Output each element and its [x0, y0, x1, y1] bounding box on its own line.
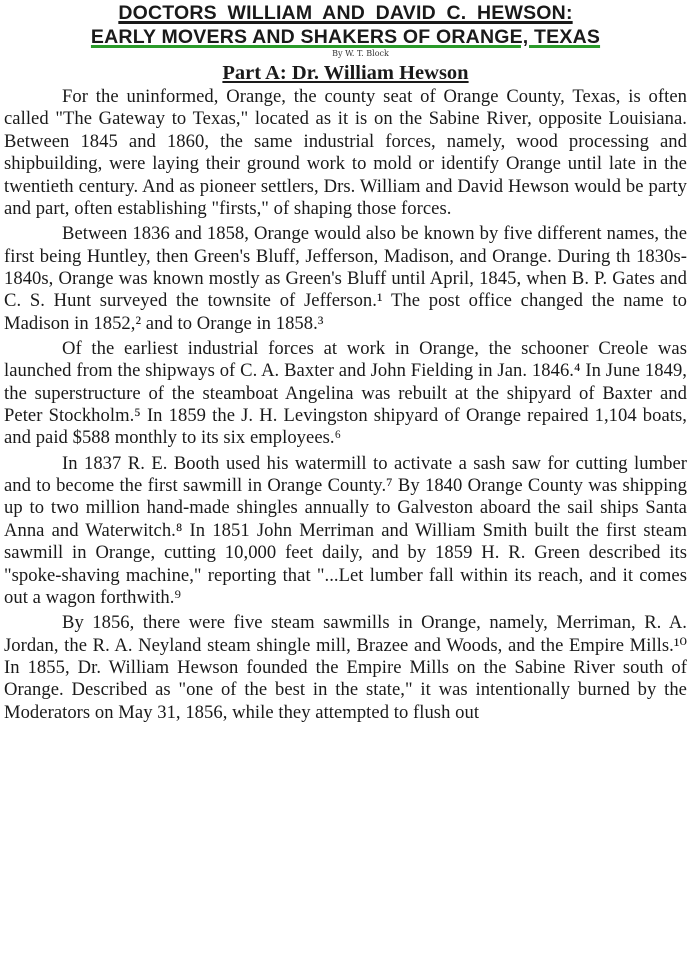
- paragraph-2: Between 1836 and 1858, Orange would also be known by five different names, the first being Huntley, then Green's Bluff, Jefferson, Madison, and Orange. During th 1830s-1840s, Orange was known mostly as Green's Bluff until April, 1845, when B. P. Gates and C. S. Hunt surveyed the townsite of Jefferson.¹ The post office changed the name to Madison in 1852,² and to Orange in 1858.³: [4, 223, 687, 334]
- title-line-1: [4, 1, 687, 25]
- title-line-1-text: DOCTORS WILLIAM AND DAVID C. HEWSON:: [118, 2, 573, 24]
- paragraph-4: In 1837 R. E. Booth used his watermill to activate a sash saw for cutting lumber and to become the first sawmill in Orange County.⁷ By 1840 Orange County was shipping up to two million hand-made shingles annually to Galveston aboard the sail ships Santa Anna and Waterwitch.⁸ In 1851 John Merriman and William Smith built the first steam sawmill in Orange, cutting 10,000 feet daily, and by 1859 H. R. Green described its "spoke-shaving machine," reporting that "...Let lumber fall within its reach, and it comes out a wagon forthwith.⁹: [4, 452, 687, 608]
- paragraph-1: For the uninformed, Orange, the county seat of Orange County, Texas, is often called "The Gateway to Texas," located as it is on the Sabine River, opposite Louisiana. Between 1845 and 1860, the same industrial forces, namely, wood processing and shipbuilding, were laying their ground work to mold or identify Orange until late in the twentieth century. And as pioneer settlers, Drs. William and David Hewson would be party and part, often establishing "firsts," of shaping those forces.: [4, 86, 687, 220]
- byline: By W. T. Block: [332, 49, 389, 58]
- section-subtitle: Part A: Dr. William Hewson: [222, 62, 469, 84]
- paragraph-3: Of the earliest industrial forces at work in Orange, the schooner Creole was launched from the shipways of C. A. Baxter and John Fielding in Jan. 1846.⁴ In June 1849, the superstructure of the steamboat Angelina was rebuilt at the shipyard of Baxter and Peter Stockholm.⁵ In 1859 the J. H. Levingston shipyard of Orange repaired 1,104 boats, and paid $588 monthly to its six employees.⁶: [4, 337, 687, 449]
- title-line-2: EARLY MOVERS AND SHAKERS OF ORANGE, TEXAS: [90, 26, 601, 48]
- paragraph-5: By 1856, there were five steam sawmills in Orange, namely, Merriman, R. A. Jordan, the R. A. Neyland steam shingle mill, Brazee and Woods, and the Empire Mills.¹⁰ In 1855, Dr. William Hewson founded the Empire Mills on the Sabine River south of Orange. Described as "one of the best in the state," it was intentionally burned by the Moderators on May 31, 1856, while they attempted to flush out: [4, 612, 687, 723]
